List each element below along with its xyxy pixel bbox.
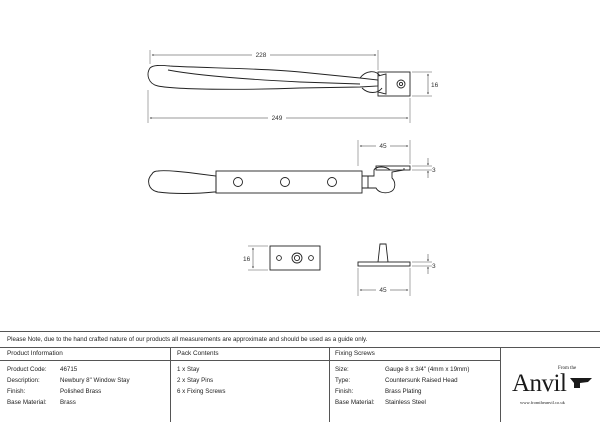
divider-col-3 [500, 347, 501, 422]
row-label: Description: [7, 377, 40, 384]
row-value: Gauge 8 x 3/4" (4mm x 19mm) [385, 366, 470, 373]
stay-pin [358, 244, 410, 266]
logo-tagline: From the [558, 366, 577, 371]
row-value: Polished Brass [60, 388, 102, 395]
dim-side-pin [358, 140, 410, 166]
dim-side-thickness-label: 3 [432, 167, 436, 174]
divider-col-2 [329, 347, 330, 422]
divider-headers [0, 360, 500, 361]
dim-pin-thickness-label: 3 [432, 263, 436, 270]
row-value: Brass Plating [385, 388, 422, 395]
product-info-title: Product Information [7, 350, 63, 357]
dim-total-length-label: 249 [271, 115, 283, 122]
dim-plate-height-label: 16 [243, 256, 251, 263]
dim-pin-length [358, 268, 410, 296]
dim-top-height [412, 72, 439, 96]
logo-brand: Anvil [512, 370, 567, 397]
list-item: 1 x Stay [177, 366, 200, 373]
row-label: Product Code: [7, 366, 47, 373]
row-value: Countersunk Raised Head [385, 377, 458, 384]
row-label: Finish: [335, 388, 354, 395]
list-item: 6 x Fixing Screws [177, 388, 226, 395]
divider-note [0, 347, 600, 348]
dim-side-thickness [412, 158, 436, 178]
row-label: Base Material: [7, 399, 47, 406]
dim-pin-thickness [412, 254, 436, 274]
dim-top-height-label: 16 [431, 82, 439, 89]
dim-total-length [148, 90, 410, 123]
row-label: Type: [335, 377, 351, 384]
row-value: 46715 [60, 366, 78, 373]
stay-side-view [149, 166, 410, 194]
dim-side-pin-label: 45 [379, 143, 387, 150]
stay-top-view [148, 65, 410, 96]
pack-contents-title: Pack Contents [177, 350, 219, 357]
dim-plate-height [243, 246, 268, 270]
from-the-anvil-logo [508, 364, 596, 410]
logo-url: www.fromtheanvil.co.uk [520, 400, 565, 405]
row-value: Stainless Steel [385, 399, 426, 406]
dim-pin-length-label: 45 [379, 287, 387, 294]
dim-top-width-label: 228 [255, 52, 267, 59]
fixing-screws-title: Fixing Screws [335, 350, 375, 357]
divider-col-1 [170, 347, 171, 422]
row-value: Brass [60, 399, 76, 406]
disclaimer-note: Please Note, due to the hand crafted nature of our products all measurements are approximate and should be used as a guide only. [7, 336, 368, 343]
row-label: Base Material: [335, 399, 375, 406]
divider-top [0, 331, 600, 332]
list-item: 2 x Stay Pins [177, 377, 214, 384]
row-value: Newbury 8" Window Stay [60, 377, 130, 384]
row-label: Size: [335, 366, 349, 373]
row-label: Finish: [7, 388, 26, 395]
fixing-plate [270, 246, 320, 270]
